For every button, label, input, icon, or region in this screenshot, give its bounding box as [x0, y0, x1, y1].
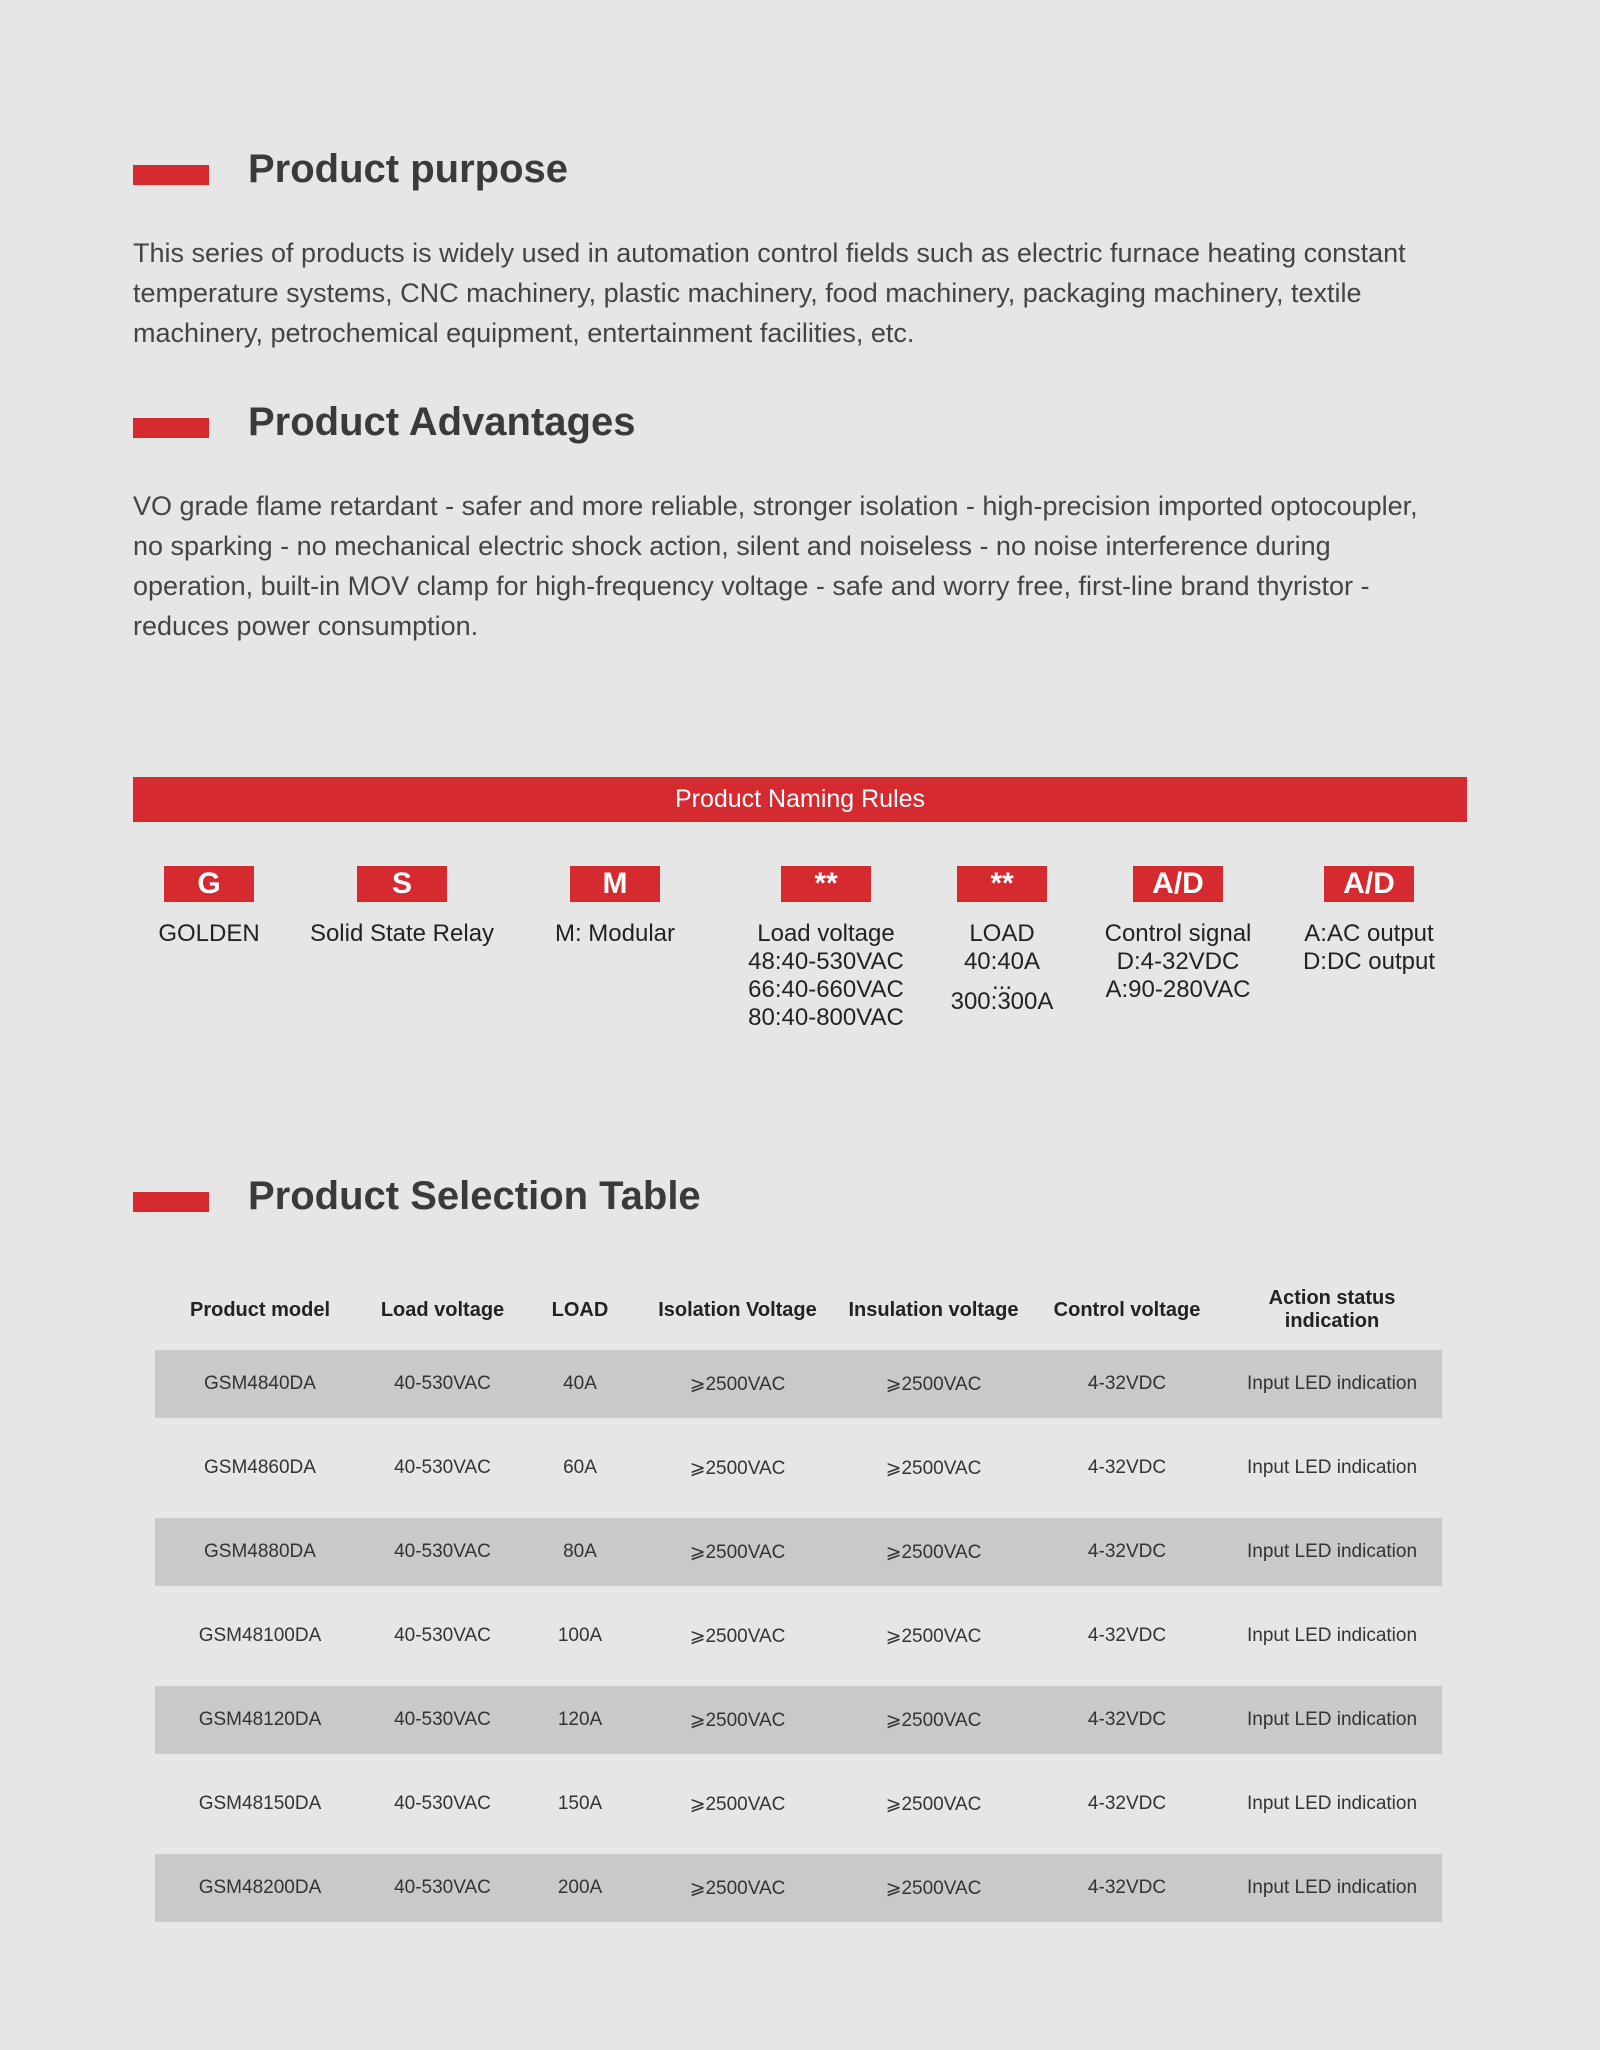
naming-desc-line: LOAD: [969, 920, 1035, 947]
table-row: [155, 1854, 1442, 1922]
table-cell: 40-530VAC: [365, 1686, 520, 1754]
table-cell: 40-530VAC: [394, 1793, 491, 1814]
table-row: [155, 1754, 1442, 1854]
table-cell: 4-32VDC: [1087, 1793, 1167, 1814]
naming-rules-banner: Product Naming Rules: [133, 777, 1467, 822]
naming-desc-line: ...: [991, 968, 1012, 995]
naming-desc-line: D:DC output: [1302, 948, 1436, 975]
naming-desc: [99, 920, 319, 948]
naming-code: S: [357, 866, 447, 902]
naming-desc-line: 40:40A: [963, 948, 1041, 975]
table-cell: ⩾2500VAC: [885, 1793, 982, 1815]
naming-item-output: [1259, 866, 1479, 976]
table-cell: GSM4860DA: [204, 1457, 316, 1478]
table-cell: ⩾2500VAC: [689, 1793, 786, 1815]
table-cell: 40-530VAC: [365, 1518, 520, 1586]
naming-code: **: [781, 866, 871, 902]
naming-desc-line: Load voltage: [757, 920, 895, 947]
table-cell: 40-530VAC: [394, 1457, 491, 1478]
table-cell: GSM48120DA: [155, 1686, 365, 1754]
table-cell: ⩾2500VAC: [835, 1518, 1032, 1586]
naming-item-modular: [505, 866, 725, 948]
column-header: Action status indication: [1268, 1287, 1396, 1332]
table-cell: ⩾2500VAC: [885, 1625, 982, 1647]
naming-desc-line: A:AC output: [1304, 920, 1434, 947]
selection-title: Product Selection Table: [248, 1174, 701, 1218]
naming-item-control-signal: [1068, 866, 1288, 1004]
naming-desc: [292, 920, 512, 948]
naming-code: G: [164, 866, 254, 902]
table-cell: 40-530VAC: [394, 1625, 491, 1646]
naming-desc-line: A:90-280VAC: [1105, 976, 1251, 1003]
advantages-title: Product Advantages: [248, 400, 636, 444]
table-cell: 120A: [520, 1686, 640, 1754]
accent-bar: [133, 1192, 209, 1212]
table-cell: ⩾2500VAC: [885, 1457, 982, 1479]
table-cell: 100A: [557, 1625, 603, 1646]
table-cell: 4-32VDC: [1087, 1625, 1167, 1646]
table-cell: GSM4840DA: [155, 1350, 365, 1418]
table-cell: ⩾2500VAC: [835, 1350, 1032, 1418]
table-cell: 200A: [520, 1854, 640, 1922]
table-cell: 4-32VDC: [1087, 1457, 1167, 1478]
table-cell: GSM48150DA: [198, 1793, 322, 1814]
naming-code: M: [570, 866, 660, 902]
naming-desc-line: M: Modular: [554, 920, 676, 947]
naming-desc-line: D:4-32VDC: [1116, 948, 1240, 975]
column-header: Load voltage: [380, 1298, 505, 1321]
table-cell: ⩾2500VAC: [640, 1854, 835, 1922]
table-row: [155, 1518, 1442, 1586]
table-cell: ⩾2500VAC: [640, 1518, 835, 1586]
column-header: Product model: [189, 1298, 330, 1321]
table-header-row: [155, 1270, 1442, 1350]
table-cell: ⩾2500VAC: [640, 1686, 835, 1754]
naming-desc-line: 48:40-530VAC: [748, 948, 904, 975]
naming-desc-line: Solid State Relay: [309, 920, 495, 947]
column-header: Insulation voltage: [848, 1298, 1019, 1321]
table-cell: Input LED indication: [1246, 1625, 1418, 1646]
naming-desc-line: 80:40-800VAC: [748, 1004, 904, 1031]
table-cell: 4-32VDC: [1032, 1350, 1222, 1418]
naming-desc-line: 300:300A: [950, 988, 1054, 1015]
table-cell: ⩾2500VAC: [689, 1457, 786, 1479]
table-cell: ⩾2500VAC: [835, 1854, 1032, 1922]
table-cell: 40-530VAC: [365, 1854, 520, 1922]
table-cell: Input LED indication: [1246, 1457, 1418, 1478]
naming-item-ssr: [292, 866, 512, 948]
naming-code: A/D: [1133, 866, 1223, 902]
table-cell: GSM4880DA: [155, 1518, 365, 1586]
table-cell: Input LED indication: [1222, 1686, 1442, 1754]
table-row: [155, 1350, 1442, 1418]
naming-desc-line: 66:40-660VAC: [748, 976, 904, 1003]
naming-desc: [1068, 920, 1288, 1004]
naming-code: **: [957, 866, 1047, 902]
table-cell: GSM48100DA: [198, 1625, 322, 1646]
accent-bar: [133, 165, 209, 185]
column-header: Control voltage: [1053, 1298, 1201, 1321]
table-row: [155, 1586, 1442, 1686]
table-cell: Input LED indication: [1222, 1350, 1442, 1418]
table-cell: Input LED indication: [1222, 1854, 1442, 1922]
selection-table: [155, 1270, 1442, 1922]
table-cell: ⩾2500VAC: [640, 1350, 835, 1418]
table-row: [155, 1418, 1442, 1518]
table-cell: Input LED indication: [1222, 1518, 1442, 1586]
table-cell: Input LED indication: [1246, 1793, 1418, 1814]
table-row: [155, 1686, 1442, 1754]
table-cell: 4-32VDC: [1032, 1854, 1222, 1922]
table-cell: ⩾2500VAC: [689, 1625, 786, 1647]
naming-desc: [505, 920, 725, 948]
table-cell: 4-32VDC: [1032, 1518, 1222, 1586]
purpose-title: Product purpose: [248, 147, 569, 191]
naming-desc-line: Control signal: [1104, 920, 1252, 947]
column-header: LOAD: [551, 1298, 609, 1321]
table-cell: 40A: [520, 1350, 640, 1418]
naming-desc-line: GOLDEN: [158, 920, 260, 947]
table-cell: 80A: [520, 1518, 640, 1586]
table-cell: 4-32VDC: [1032, 1686, 1222, 1754]
naming-code: A/D: [1324, 866, 1414, 902]
advantages-text: VO grade flame retardant - safer and more reliable, stronger isolation - high-precision imported optocoupler, no sparking - no mechanical electric shock action, silent and noiseless - no noise interference during operation, built-in MOV clamp for high-frequency voltage - safe and worry free, first-line brand thyristor - reduces power consumption.: [133, 491, 1418, 641]
accent-bar: [133, 418, 209, 438]
purpose-text: This series of products is widely used in automation control fields such as electric furnace heating constant temperature systems, CNC machinery, plastic machinery, food machinery, packaging machinery, textile machinery, petrochemical equipment, entertainment facilities, etc.: [133, 238, 1406, 348]
naming-item-golden: [99, 866, 319, 948]
table-cell: 60A: [563, 1457, 597, 1478]
table-cell: ⩾2500VAC: [835, 1686, 1032, 1754]
table-cell: GSM48200DA: [155, 1854, 365, 1922]
column-header: Isolation Voltage: [658, 1298, 817, 1321]
table-cell: 40-530VAC: [365, 1350, 520, 1418]
naming-desc: [1259, 920, 1479, 976]
table-cell: 150A: [557, 1793, 603, 1814]
